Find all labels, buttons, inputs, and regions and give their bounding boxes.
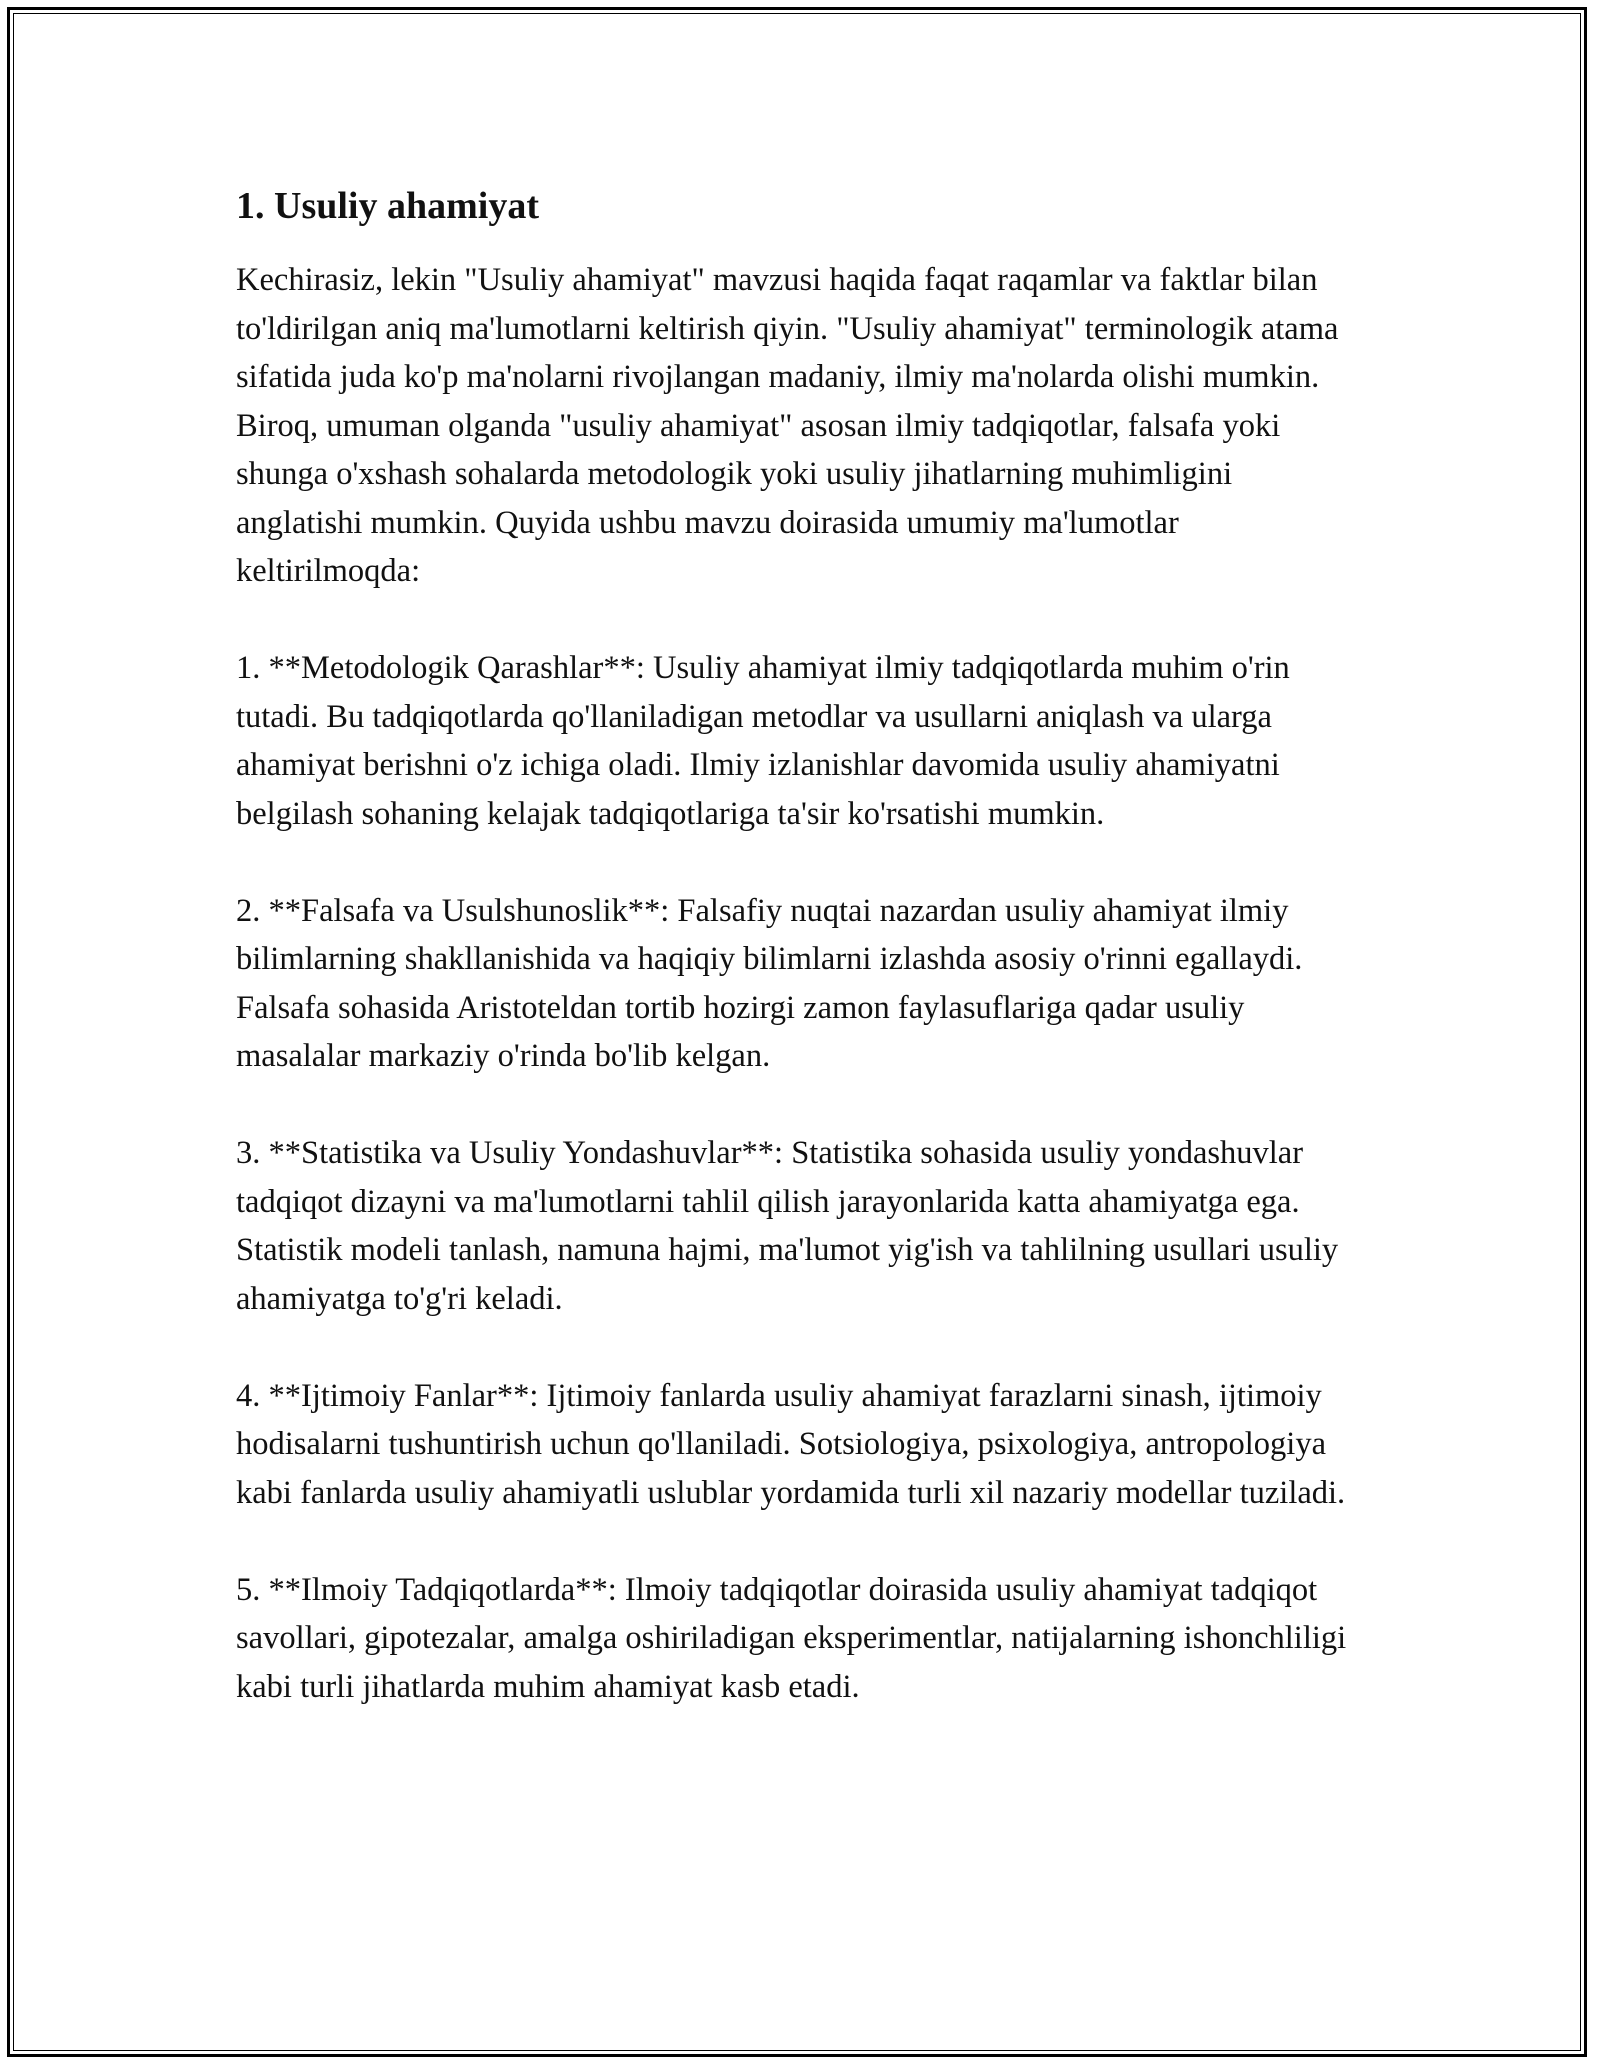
paragraph-ijtimoiy-fanlar: 4. **Ijtimoiy Fanlar**: Ijtimoiy fanlarda usuliy ahamiyat farazlarni sinash, ijtimoiy hodisalarni tushuntirish uchun qo'llaniladi. Sotsiologiya, psixologiya, antropologiya kabi fanlarda usuliy ahamiyatli uslublar yordamida turli xil nazariy modellar tuziladi.: [236, 1377, 1346, 1511]
intro-paragraph: Kechirasiz, lekin "Usuliy ahamiyat" mavzusi haqida faqat raqamlar va faktlar bilan to'ldirilgan aniq ma'lumotlarni keltirish qiyin. "Usuliy ahamiyat" terminologik atama sifatida juda ko'p ma'nolarni rivojlangan madaniy, ilmiy ma'nolarda olishi mumkin. Biroq, umuman olganda "usuliy ahamiyat" asosan ilmiy tadqiqotlar, falsafa yoki shunga o'xshash sohalarda metodologik yoki usuliy jihatlarning muhimligini anglatishi mumkin. Quyida ushbu mavzu doirasida umumiy ma'lumotlar keltirilmoqda:: [236, 262, 1339, 589]
paragraph-metodologik-qarashlar: 1. **Metodologik Qarashlar**: Usuliy ahamiyat ilmiy tadqiqotlarda muhim o'rin tutadi. Bu tadqiqotlarda qo'llaniladigan metodlar va usullarni aniqlash va ularga ahamiyat berishni o'z ichiga oladi. Ilmiy izlanishlar davomida usuliy ahamiyatni belgilash sohaning kelajak tadqiqotlariga ta'sir ko'rsatishi mumkin.: [236, 650, 1290, 832]
document-body: [236, 182, 1366, 1760]
paragraph-ilmoiy-tadqiqotlarda: 5. **Ilmoiy Tadqiqotlarda**: Ilmoiy tadqiqotlar doirasida usuliy ahamiyat tadqiqot savollari, gipotezalar, amalga oshiriladigan eksperimentlar, natijalarning ishonchliligi kabi turli jihatlarda muhim ahamiyat kasb etadi.: [236, 1571, 1347, 1705]
paragraph-falsafa-va-usulshunoslik: 2. **Falsafa va Usulshunoslik**: Falsafiy nuqtai nazardan usuliy ahamiyat ilmiy bilimlarning shakllanishida va haqiqiy bilimlarni izlashda asosiy o'rinni egallaydi. Falsafa sohasida Aristoteldan tortib hozirgi zamon faylasuflariga qadar usuliy masalalar markaziy o'rinda bo'lib kelgan.: [236, 892, 1303, 1074]
section-title: 1. Usuliy ahamiyat: [236, 185, 539, 227]
paragraph-statistika-va-usuliy-yondashuvlar: 3. **Statistika va Usuliy Yondashuvlar**: Statistika sohasida usuliy yondashuvlar tadqiqot dizayni va ma'lumotlarni tahlil qilish jarayonlarida katta ahamiyatga ega. Statistik modeli tanlash, namuna hajmi, ma'lumot yig'ish va tahlilning usullari usuliy ahamiyatga to'g'ri keladi.: [236, 1135, 1339, 1317]
